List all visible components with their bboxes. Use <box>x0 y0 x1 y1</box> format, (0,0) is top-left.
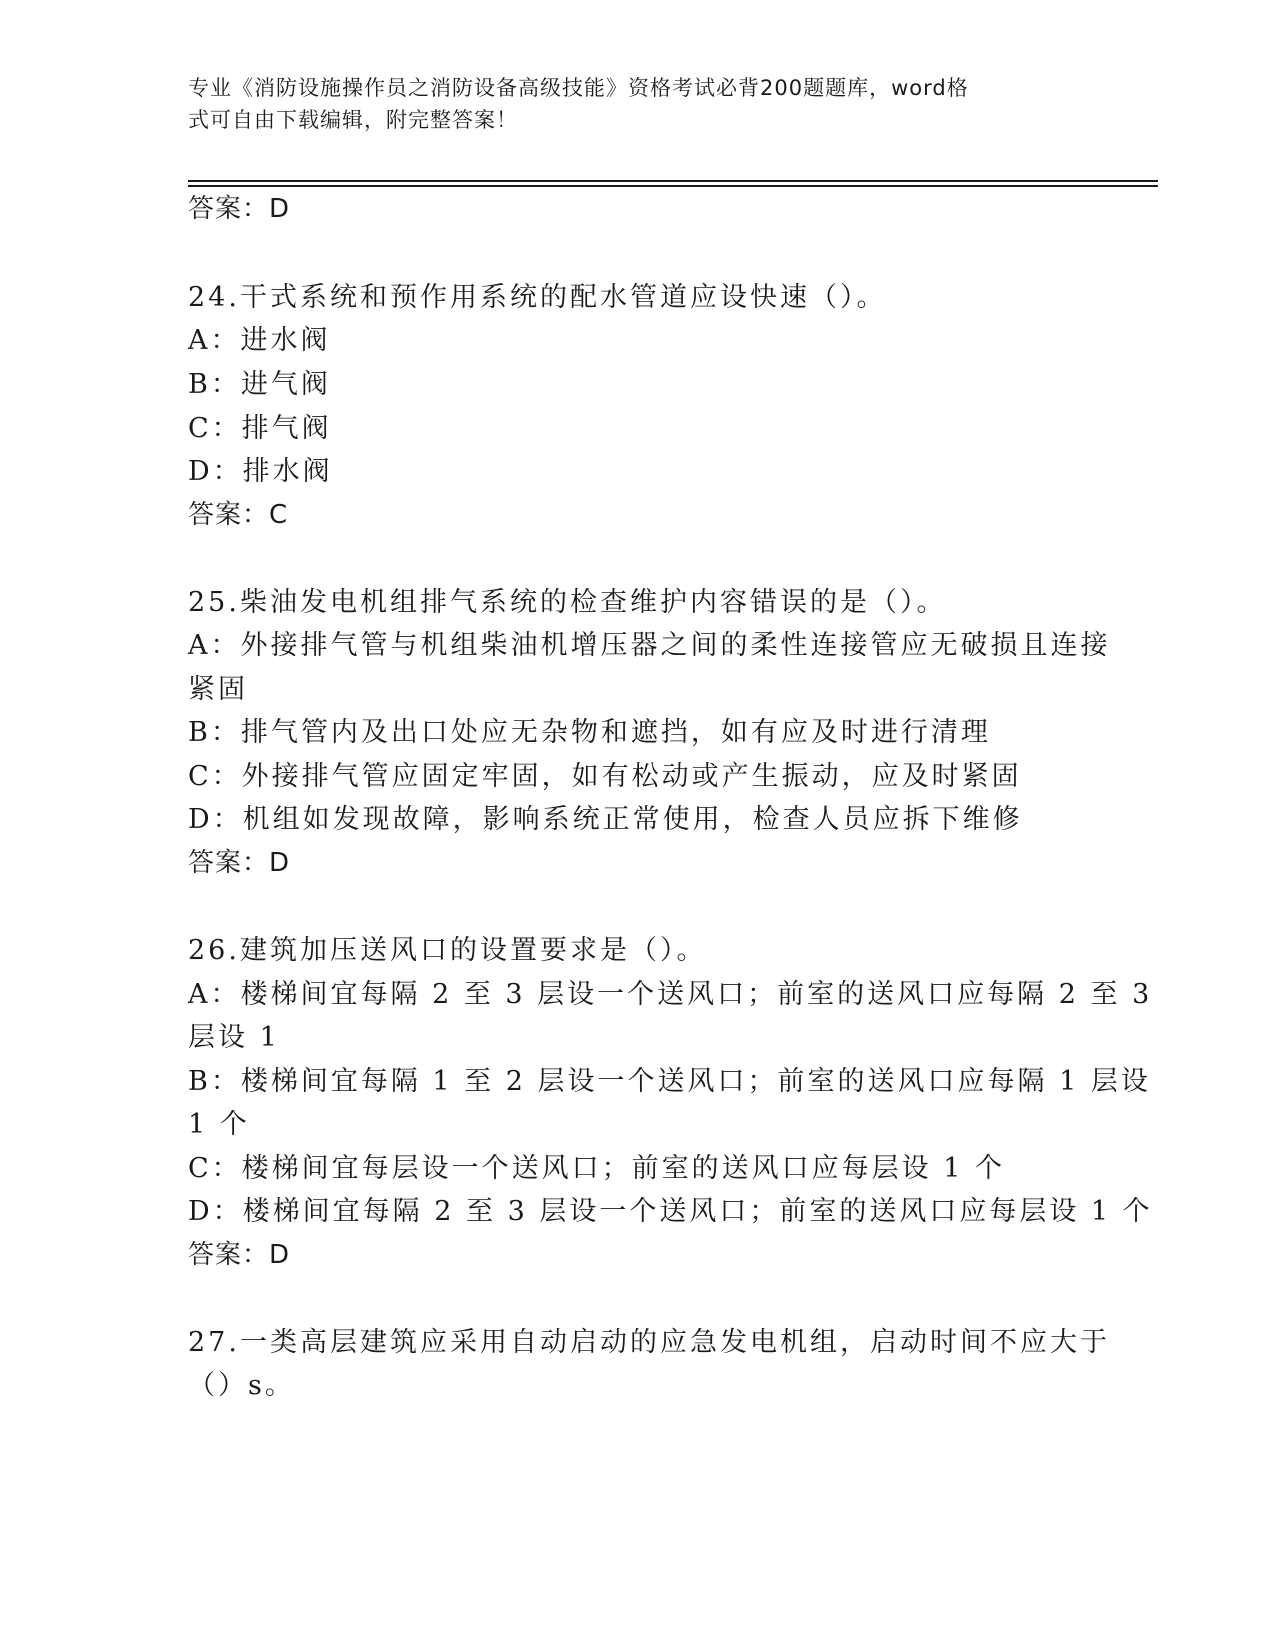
previous-answer: 答案：D <box>188 194 291 224</box>
question-26-option-b: B：楼梯间宜每隔 1 至 2 层设一个送风口；前室的送风口应每隔 1 层设 <box>188 1066 1151 1097</box>
question-27-stem: 27.一类高层建筑应采用自动启动的应急发电机组，启动时间不应大于 <box>188 1327 1110 1358</box>
question-25-option-a: A：外接排气管与机组柴油机增压器之间的柔性连接管应无破损且连接 <box>188 630 1111 661</box>
question-24-option-a: A：进水阀 <box>188 325 331 356</box>
header-divider-bottom <box>188 185 1158 187</box>
question-26-answer: 答案：D <box>188 1240 291 1270</box>
question-26-option-a: A：楼梯间宜每隔 2 至 3 层设一个送风口；前室的送风口应每隔 2 至 3 <box>188 979 1153 1010</box>
question-26-option-d: D：楼梯间宜每隔 2 至 3 层设一个送风口；前室的送风口应每层设 1 个 <box>188 1196 1153 1227</box>
question-24-answer: 答案：C <box>188 500 289 530</box>
question-24-stem: 24.干式系统和预作用系统的配水管道应设快速（）。 <box>188 282 887 313</box>
header-line-2: 式可自由下载编辑，附完整答案！ <box>188 108 518 132</box>
question-25-option-c: C：外接排气管应固定牢固，如有松动或产生振动，应及时紧固 <box>188 761 1022 792</box>
question-26-option-c: C：楼梯间宜每层设一个送风口；前室的送风口应每层设 1 个 <box>188 1153 1006 1184</box>
document-header <box>188 72 1068 136</box>
question-25-stem: 25.柴油发电机组排气系统的检查维护内容错误的是（）。 <box>188 587 947 618</box>
question-25-option-d: D：机组如发现故障，影响系统正常使用，检查人员应拆下维修 <box>188 804 1023 835</box>
header-line-1: 专业《消防设施操作员之消防设备高级技能》资格考试必背200题题库，word格 <box>188 76 969 100</box>
question-27-stem-continued: （）s。 <box>188 1370 295 1401</box>
question-24-option-b: B：进气阀 <box>188 369 331 400</box>
question-26-option-a-continued: 层设 1 <box>188 1022 280 1053</box>
question-25-answer: 答案：D <box>188 848 291 878</box>
question-26-stem: 26.建筑加压送风口的设置要求是（）。 <box>188 935 707 966</box>
question-25-option-b: B：排气管内及出口处应无杂物和遮挡，如有应及时进行清理 <box>188 717 991 748</box>
question-25-option-a-continued: 紧固 <box>188 674 248 705</box>
question-24-option-d: D：排水阀 <box>188 456 333 487</box>
header-divider-top <box>188 180 1158 182</box>
question-24-option-c: C：排气阀 <box>188 413 332 444</box>
question-26-option-b-continued: 1 个 <box>188 1109 250 1140</box>
